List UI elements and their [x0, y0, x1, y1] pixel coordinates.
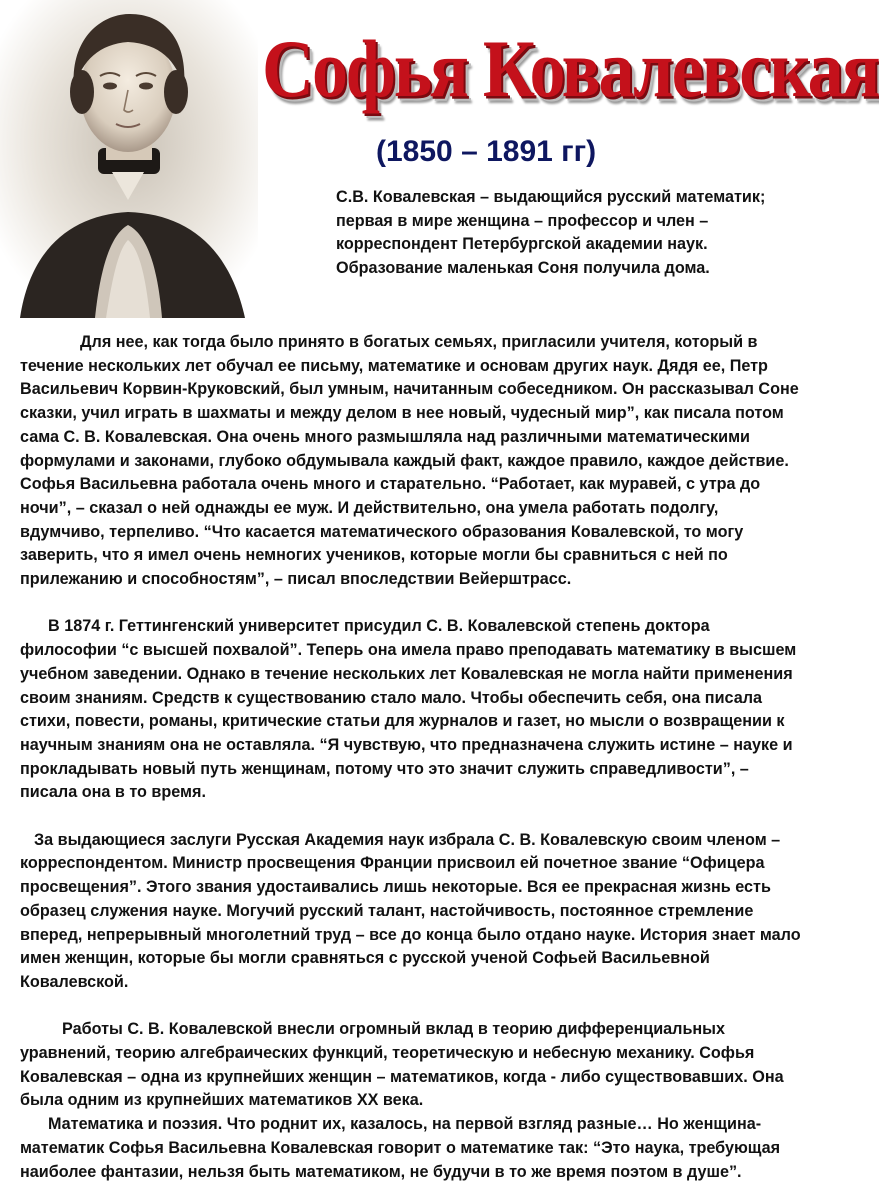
intro-text: С.В. Ковалевская – выдающийся русский математик; первая в мире женщина – профессор и член – корреспондент Петербургской академии наук. Образование маленькая Соня получила дома.: [336, 188, 766, 278]
paragraph-2: В 1874 г. Геттингенский университет присудил С. В. Ковалевской степень доктора философии “с высшей похвалой”. Теперь она имела право преподавать математику в высшем учебном заведении. Однако в течение нескольких лет Ковалевская не могла найти применения своим знаниям. Средств к существованию стало мало. Чтобы обеспечить себя, она писала стихи, повести, романы, критические статьи для журналов и газет, но мысли о возвращении к научным знаниям она не оставляла. “Я чувствую, что предназначена служить истине – науке и прокладывать новый путь женщинам, потому что это значит служить справедливости”, – писала она в то время.: [20, 617, 797, 802]
page-title: Софья Ковалевская: [262, 23, 879, 115]
paragraph-spacer: [20, 995, 802, 1019]
paragraph-3: За выдающиеся заслуги Русская Академия наук избрала С. В. Ковалевскую своим членом – корреспондентом. Министр просвещения Франции присвоил ей почетное звание “Офицера просвещения”. Этого звания удостаивались лишь некоторые. Вся ее прекрасная жизнь есть образец служения науке. Могучий русский талант, настойчивость, постоянное стремление вперед, непрерывный многолетний труд – все до конца было отдано науке. История знает мало имен женщин, которые бы могли сравняться с русской ученой Софьей Васильевной Ковалевской.: [20, 830, 801, 991]
paragraph-spacer: [20, 592, 802, 616]
paragraph-4: Работы С. В. Ковалевской внесли огромный вклад в теорию дифференциальных уравнений, теорию алгебраических функций, теоретическую и небесную механику. Софья Ковалевская – одна из крупнейших женщин – математиков, когда - либо существовавших. Она была одним из крупнейших математиков XX века.: [20, 1020, 784, 1110]
paragraph-1: Для нее, как тогда было принято в богатых семьях, пригласили учителя, который в течение нескольких лет обучал ее письму, математике и основам других наук. Дядя ее, Петр Васильевич Корвин-Круковский, был умным, начитанным собеседником. Он рассказывал Соне сказки, учил играть в шахматы и между делом в нее новый, чудесный мир”, как писала потом сама С. В. Ковалевская. Она очень много размышляла над различными математическими формулами и законами, глубоко обдумывала каждый факт, каждое правило, каждое действие. Софья Васильевна работала очень много и старательно. “Работает, как муравей, с утра до ночи”, – сказал о ней однажды ее муж. И действительно, она умела работать подолгу, вдумчиво, терпеливо. “Что касается математического образования Ковалевской, то могу заверить, что я имел очень немногих учеников, которые могли бы сравниться с ней по прилежанию и способностям”, – писал впоследствии Вейерштрасс.: [20, 333, 799, 589]
intro-paragraph: [280, 186, 800, 281]
life-years: (1850 – 1891 гг): [376, 135, 597, 168]
paragraph-spacer: [20, 805, 802, 829]
portrait-icon: [0, 0, 258, 318]
article-body: [20, 331, 802, 1184]
portrait-photo: [0, 0, 258, 318]
paragraph-5: Математика и поэзия. Что роднит их, казалось, на первой взгляд разные… Но женщина-математик Софья Васильевна Ковалевская говорит о математике так: “Это наука, требующая наиболее фантазии, нельзя быть математиком, не будучи в то же время поэтом в душе”.: [20, 1115, 781, 1181]
